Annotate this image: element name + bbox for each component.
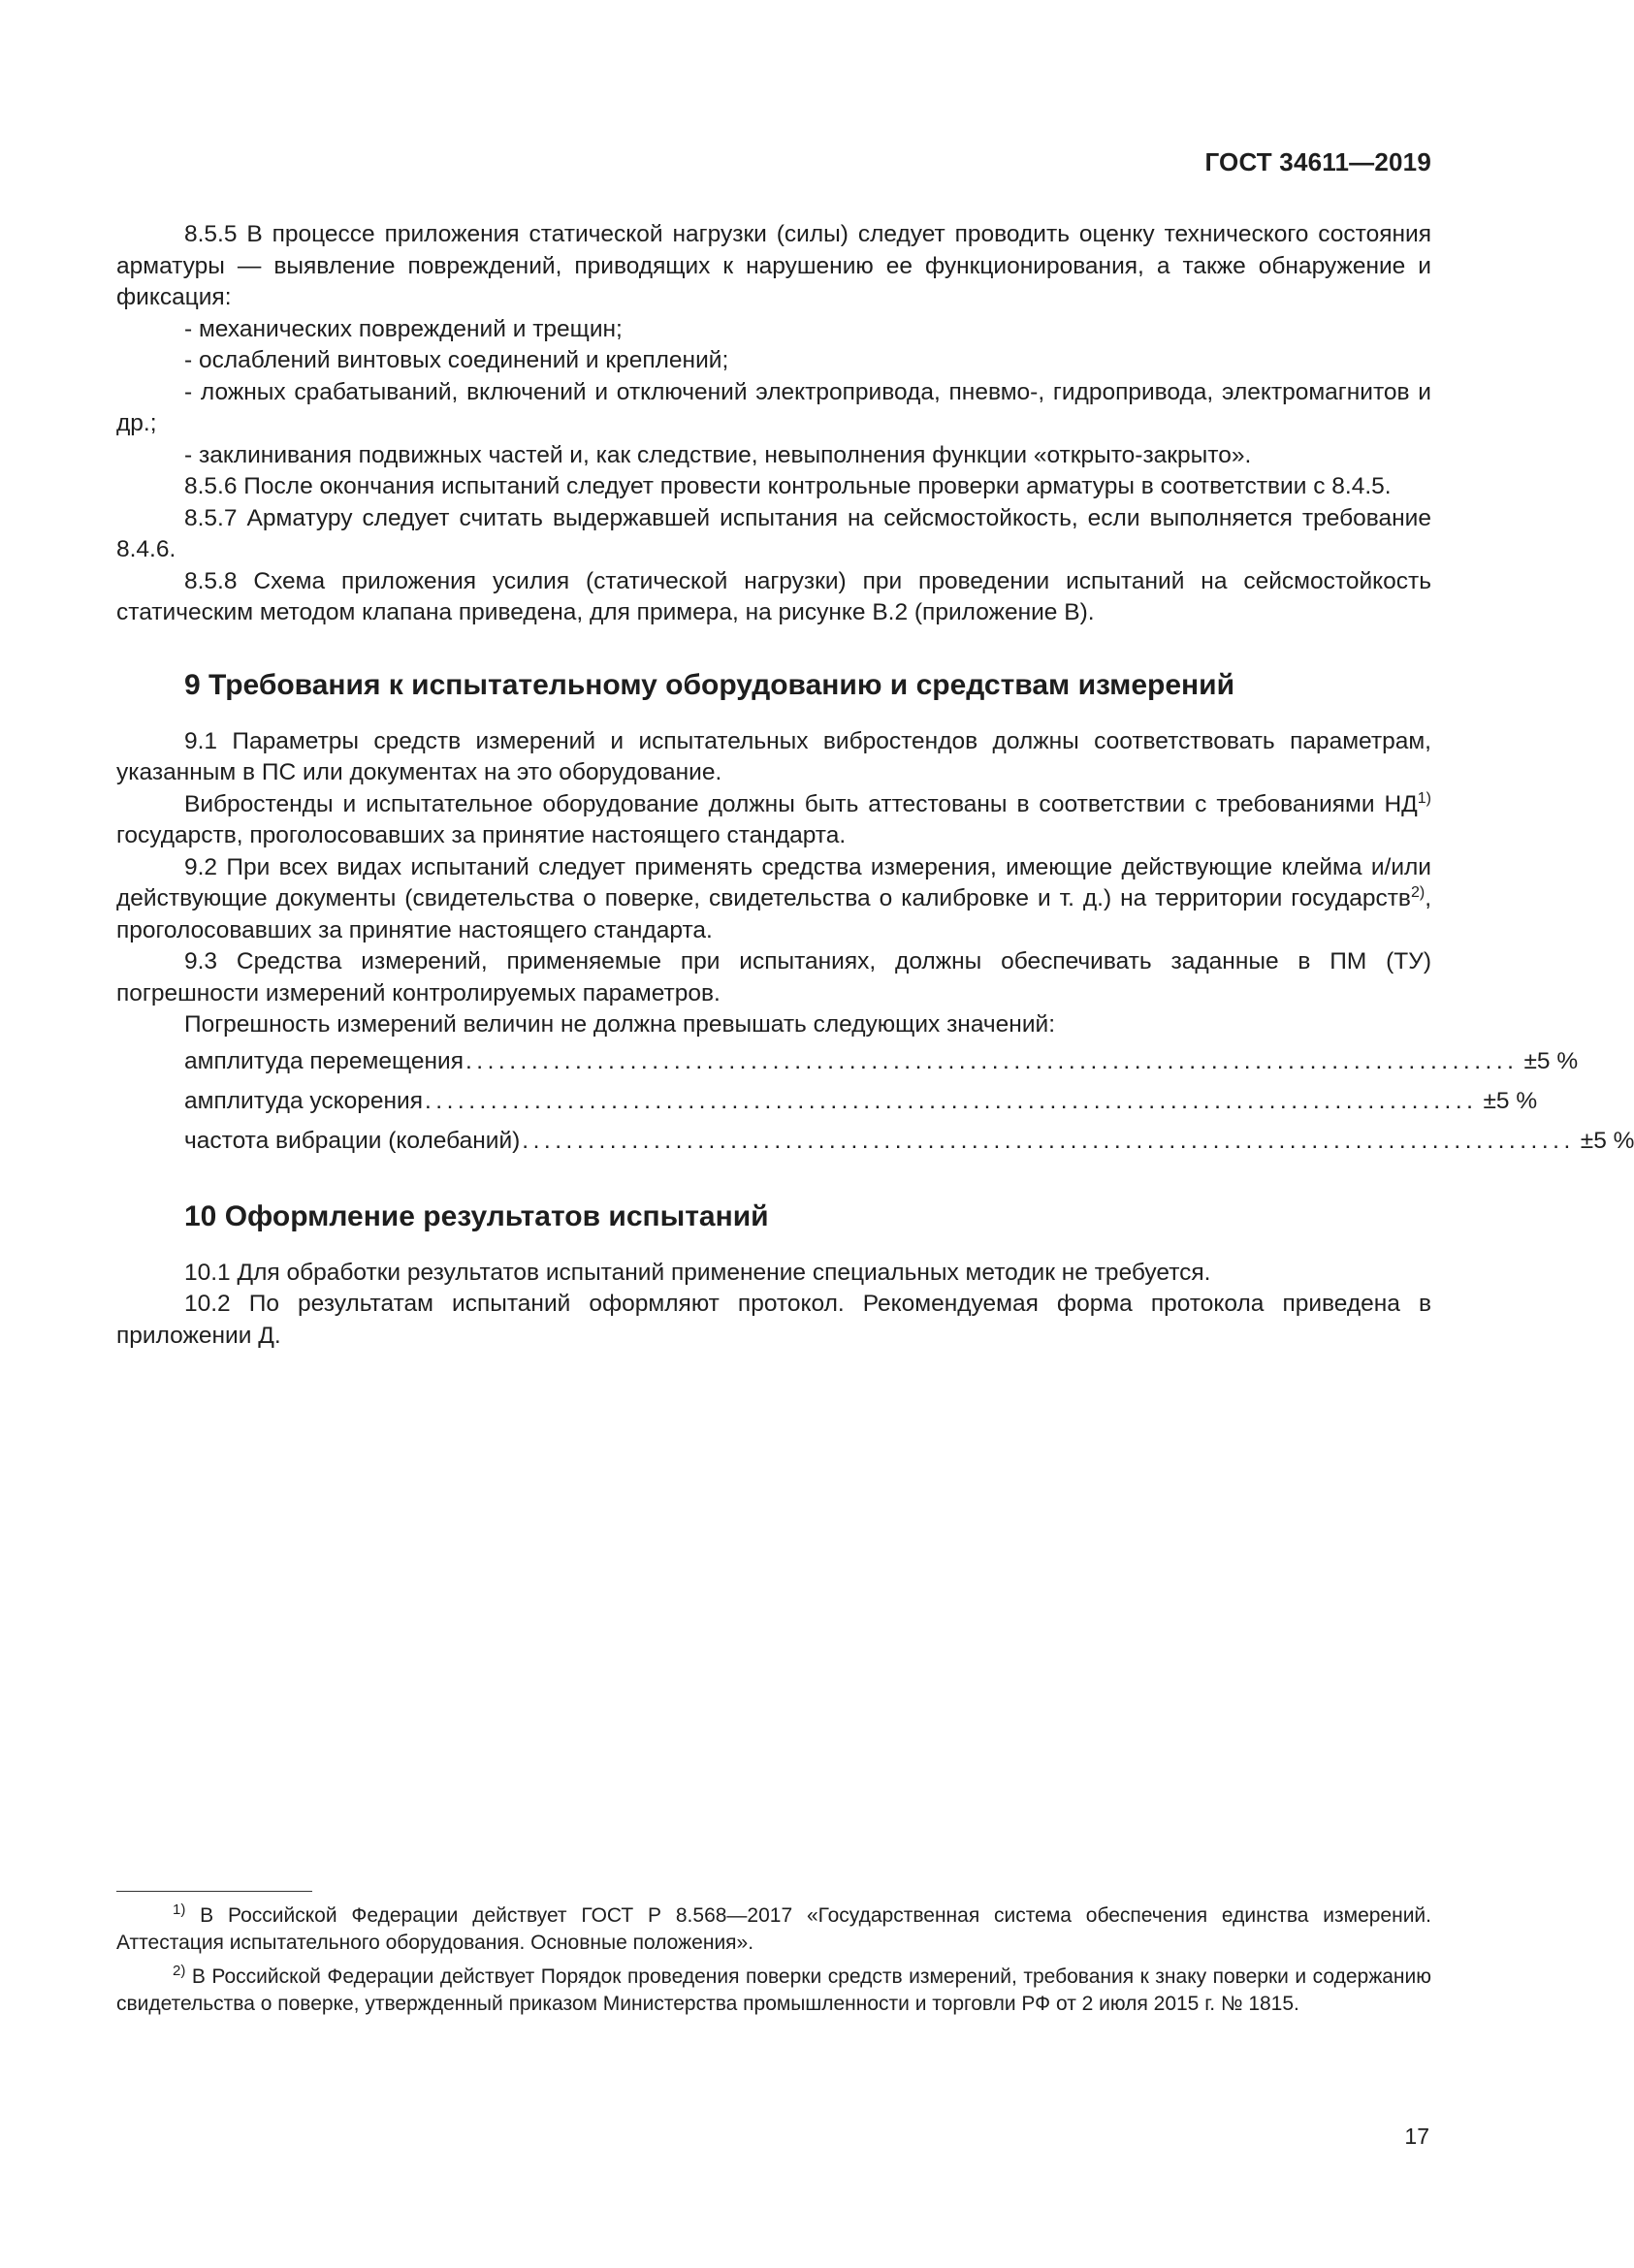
page-number: 17 — [1404, 2124, 1429, 2149]
tolerance-row — [184, 1081, 1538, 1121]
clause-10-1: 10.1 Для обработки результатов испытаний применение специальных методик не требуется. — [184, 1259, 1211, 1286]
tolerance-value: ±5 % — [1580, 1127, 1634, 1154]
clause-9-1-attestation — [116, 789, 1431, 852]
clause-10-2: 10.2 По результатам испытаний оформляют протокол. Рекомендуемая форма протокола приведена в приложении Д. — [116, 1291, 1431, 1349]
tolerance-label: амплитуда перемещения — [184, 1047, 464, 1074]
footnote-text: В Российской Федерации действует Порядок проведения поверки средств измерений, требования к знаку поверки и содержанию свидетельства о поверке, утвержденный приказом Министерства промышленности и торговли РФ от 2 июля 2015 г. № 1815. — [116, 1965, 1431, 2015]
clause-text: , проголосовавших за принятие настоящего стандарта. — [116, 885, 1431, 943]
tolerance-value: ±5 % — [1523, 1047, 1579, 1074]
document-header: ГОСТ 34611—2019 — [1204, 147, 1431, 176]
main-text — [116, 219, 1634, 1352]
tolerance-row — [184, 1121, 1634, 1161]
clause-9-2 — [116, 852, 1431, 947]
tolerance-value: ±5 % — [1483, 1087, 1538, 1114]
tolerance-label: амплитуда ускорения — [184, 1087, 423, 1114]
dot-leader: ................................................................................................ — [424, 1087, 1478, 1114]
clause-8-5-6: 8.5.6 После окончания испытаний следует провести контрольные проверки арматуры в соответствии с 8.4.5. — [184, 473, 1392, 499]
footnote-ref-2: 2) — [1410, 884, 1426, 901]
clause-text: государств, проголосовавших за принятие настоящего стандарта. — [116, 822, 847, 848]
dot-leader: ................................................................................................ — [522, 1127, 1575, 1154]
clause-9-3: 9.3 Средства измерений, применяемые при испытаниях, должны обеспечивать заданные в ПМ (ТУ) погрешности измерений контролируемых параметров. — [116, 948, 1431, 1006]
clause-8-5-7: 8.5.7 Арматуру следует считать выдержавшей испытания на сейсмостойкость, если выполняется требование 8.4.6. — [116, 504, 1431, 562]
clause-9-1: 9.1 Параметры средств измерений и испытательных вибростендов должны соответствовать параметрам, указанным в ПС или документах на это оборудование. — [116, 727, 1431, 785]
footnote-separator — [116, 1891, 312, 1892]
footnote-text: В Российской Федерации действует ГОСТ Р 8.568—2017 «Государственная система обеспечения единства измерений. Аттестация испытательного оборудования. Основные положения». — [116, 1904, 1431, 1954]
list-item: - ложных срабатываний, включений и отключений электропривода, пневмо-, гидропривода, электромагнитов и др.; — [116, 378, 1431, 436]
footnote-ref-1: 1) — [1417, 789, 1431, 807]
clause-8-5-8: 8.5.8 Схема приложения усилия (статической нагрузки) при проведении испытаний на сейсмостойкость статическим методом клапана приведена, для примера, на рисунке В.2 (приложение В). — [116, 567, 1431, 625]
list-item: - ослаблений винтовых соединений и креплений; — [184, 347, 729, 373]
footnote-mark: 2) — [173, 1963, 186, 1979]
footnote-1 — [116, 1902, 1431, 1956]
footnote-mark: 1) — [173, 1901, 186, 1918]
section-9-heading: 9 Требования к испытательному оборудованию и средствам измерений — [184, 668, 1235, 701]
list-item: - механических повреждений и трещин; — [184, 315, 623, 342]
tolerance-row — [184, 1041, 1579, 1081]
tolerance-label: частота вибрации (колебаний) — [184, 1127, 521, 1154]
clause-text: 9.2 При всех видах испытаний следует применять средства измерения, имеющие действующие клейма и/или действующие документы (свидетельства о поверке, свидетельства о калибровке и т. д.) на территории государств — [116, 853, 1431, 911]
list-item: - заклинивания подвижных частей и, как следствие, невыполнения функции «открыто-закрыто». — [184, 441, 1252, 468]
footnotes — [116, 1902, 1431, 2025]
clause-9-3-tolerance-intro: Погрешность измерений величин не должна превышать следующих значений: — [184, 1011, 1056, 1038]
section-10-heading: 10 Оформление результатов испытаний — [184, 1199, 769, 1232]
footnote-2 — [116, 1964, 1431, 2017]
dot-leader: ................................................................................................ — [465, 1047, 1519, 1074]
clause-8-5-5: 8.5.5 В процессе приложения статической нагрузки (силы) следует проводить оценку технического состояния арматуры — выявление повреждений, приводящих к нарушению ее функционирования, а также обнаружение и фиксация: — [116, 221, 1431, 310]
clause-text: Вибростенды и испытательное оборудование должны быть аттестованы в соответствии с требованиями НД — [184, 790, 1418, 817]
